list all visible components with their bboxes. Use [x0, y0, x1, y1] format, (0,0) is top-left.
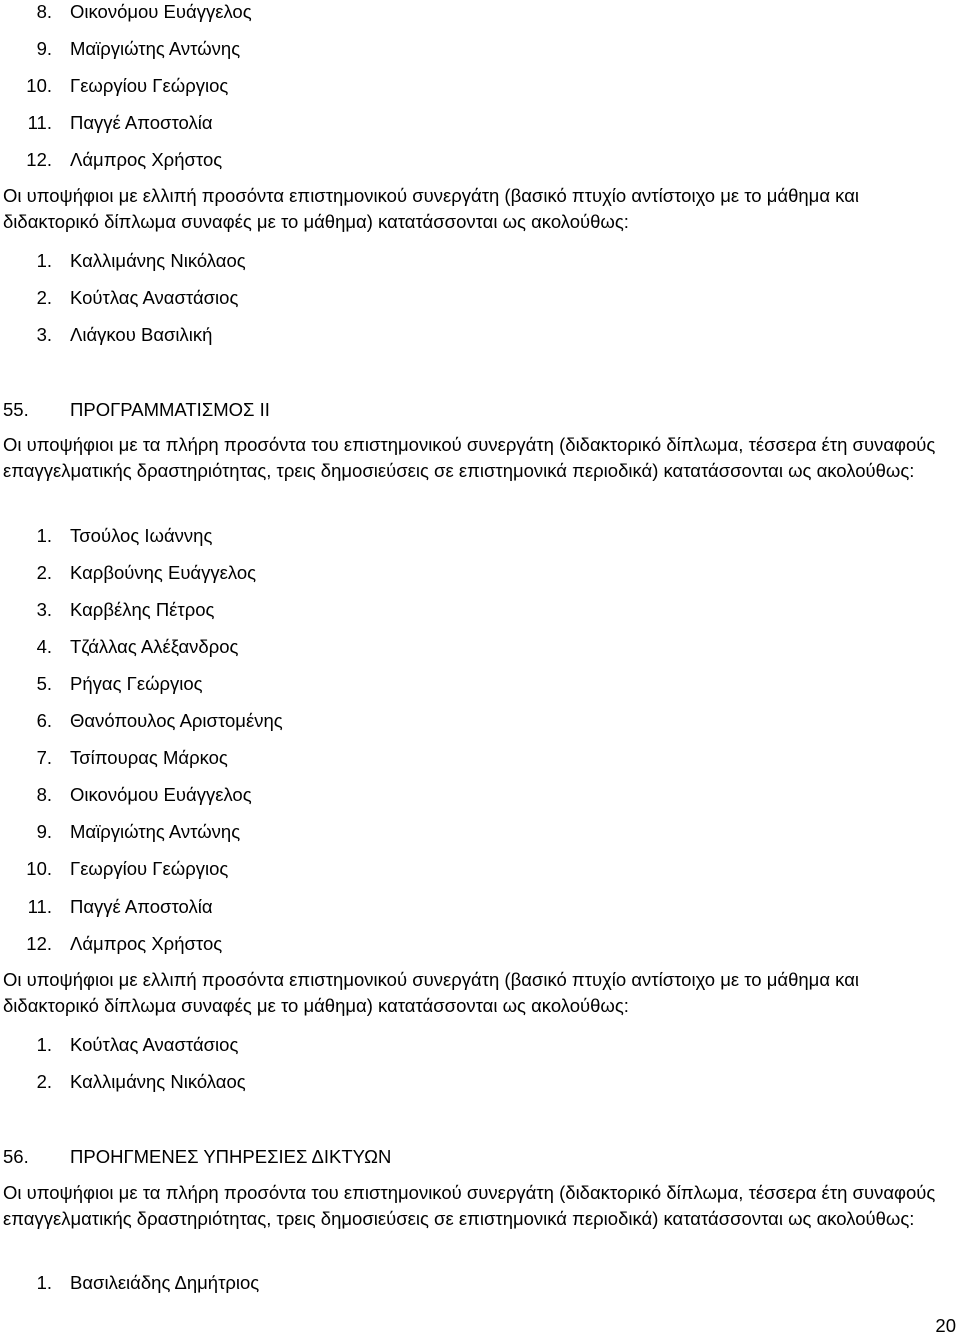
list-number: 2. [36, 1071, 52, 1092]
list-item [0, 673, 900, 695]
list-item [0, 562, 900, 584]
list-item [0, 38, 900, 60]
full-qualifications-paragraph: Οι υποψήφιοι με τα πλήρη προσόντα του επιστημονικού συνεργάτη (διδακτορικό δίπλωμα, τέσσερα έτη συναφούς επαγγελματικής δραστηριότητας, τρεις δημοσιεύσεις σε επιστημονικά περιοδικά) κατατάσσονται ως ακολούθως: [3, 1182, 936, 1229]
list-item [0, 933, 900, 955]
list-item [0, 112, 900, 134]
list-item [0, 1, 900, 23]
list-text: Γεωργίου Γεώργιος [70, 75, 229, 96]
section-title: ΠΡΟΗΓΜΕΝΕΣ ΥΠΗΡΕΣΙΕΣ ΔΙΚΤΥΩΝ [70, 1146, 392, 1167]
list-text: Κούτλας Αναστάσιος [70, 1034, 239, 1055]
list-number: 10. [26, 75, 52, 96]
list-number: 8. [36, 1, 52, 22]
list-number: 1. [36, 1034, 52, 1055]
list-item [0, 784, 900, 806]
list-text: Μαϊργιώτης Αντώνης [70, 821, 241, 842]
full-qualifications-paragraph: Οι υποψήφιοι με τα πλήρη προσόντα του επιστημονικού συνεργάτη (διδακτορικό δίπλωμα, τέσσερα έτη συναφούς επαγγελματικής δραστηριότητας, τρεις δημοσιεύσεις σε επιστημονικά περιοδικά) κατατάσσονται ως ακολούθως: [3, 434, 936, 481]
list-item [0, 525, 900, 547]
list-item [0, 599, 900, 621]
section-heading [3, 399, 270, 421]
section-heading [3, 1146, 391, 1168]
list-item [0, 821, 900, 843]
list-number: 8. [36, 784, 52, 805]
list-item [0, 858, 900, 880]
section-number: 56. [3, 1146, 29, 1167]
list-text: Λάμπρος Χρήστος [70, 149, 223, 170]
list-text: Οικονόμου Ευάγγελος [70, 1, 252, 22]
list-number: 1. [36, 525, 52, 546]
list-text: Τζάλλας Αλέξανδρος [70, 636, 239, 657]
list-text: Βασιλειάδης Δημήτριος [70, 1272, 260, 1293]
list-number: 7. [36, 747, 52, 768]
list-number: 5. [36, 673, 52, 694]
list-item [0, 149, 900, 171]
list-item [0, 250, 900, 272]
list-text: Καλλιμάνης Νικόλαος [70, 250, 246, 271]
list-item [0, 710, 900, 732]
section-number: 55. [3, 399, 29, 420]
list-item [0, 1071, 900, 1093]
list-item [0, 896, 900, 918]
list-text: Θανόπουλος Αριστομένης [70, 710, 283, 731]
list-number: 1. [36, 1272, 52, 1293]
list-item [0, 636, 900, 658]
list-number: 10. [26, 858, 52, 879]
list-text: Ρήγας Γεώργιος [70, 673, 203, 694]
list-number: 4. [36, 636, 52, 657]
list-item [0, 1272, 900, 1294]
partial-qualifications-paragraph: Οι υποψήφιοι με ελλιπή προσόντα επιστημονικού συνεργάτη (βασικό πτυχίο αντίστοιχο με το μάθημα και διδακτορικό δίπλωμα συναφές με το μάθημα) κατατάσσονται ως ακολούθως: [3, 969, 859, 1016]
list-text: Τσίπουρας Μάρκος [70, 747, 228, 768]
partial-qualifications-paragraph: Οι υποψήφιοι με ελλιπή προσόντα επιστημονικού συνεργάτη (βασικό πτυχίο αντίστοιχο με το μάθημα και διδακτορικό δίπλωμα συναφές με το μάθημα) κατατάσσονται ως ακολούθως: [3, 185, 859, 232]
list-item [0, 75, 900, 97]
list-number: 9. [36, 821, 52, 842]
list-text: Καρβέλης Πέτρος [70, 599, 215, 620]
list-text: Καρβούνης Ευάγγελος [70, 562, 257, 583]
list-number: 2. [36, 562, 52, 583]
list-text: Λιάγκου Βασιλική [70, 324, 213, 345]
list-number: 3. [36, 324, 52, 345]
list-number: 12. [26, 149, 52, 170]
list-text: Οικονόμου Ευάγγελος [70, 784, 252, 805]
list-text: Παγγέ Αποστολία [70, 112, 213, 133]
list-number: 6. [36, 710, 52, 731]
section-title: ΠΡΟΓΡΑΜΜΑΤΙΣΜΟΣ ΙΙ [70, 399, 270, 420]
list-text: Γεωργίου Γεώργιος [70, 858, 229, 879]
list-item [0, 1034, 900, 1056]
list-number: 11. [27, 112, 52, 133]
page-number: 20 [935, 1315, 956, 1336]
list-number: 1. [36, 250, 52, 271]
list-number: 11. [27, 896, 52, 917]
list-number: 3. [36, 599, 52, 620]
list-item [0, 747, 900, 769]
list-text: Καλλιμάνης Νικόλαος [70, 1071, 246, 1092]
list-text: Παγγέ Αποστολία [70, 896, 213, 917]
list-text: Κούτλας Αναστάσιος [70, 287, 239, 308]
list-item [0, 287, 900, 309]
list-text: Λάμπρος Χρήστος [70, 933, 223, 954]
list-text: Τσούλος Ιωάννης [70, 525, 213, 546]
list-number: 12. [26, 933, 52, 954]
list-number: 2. [36, 287, 52, 308]
list-text: Μαϊργιώτης Αντώνης [70, 38, 241, 59]
list-number: 9. [36, 38, 52, 59]
list-item [0, 324, 900, 346]
